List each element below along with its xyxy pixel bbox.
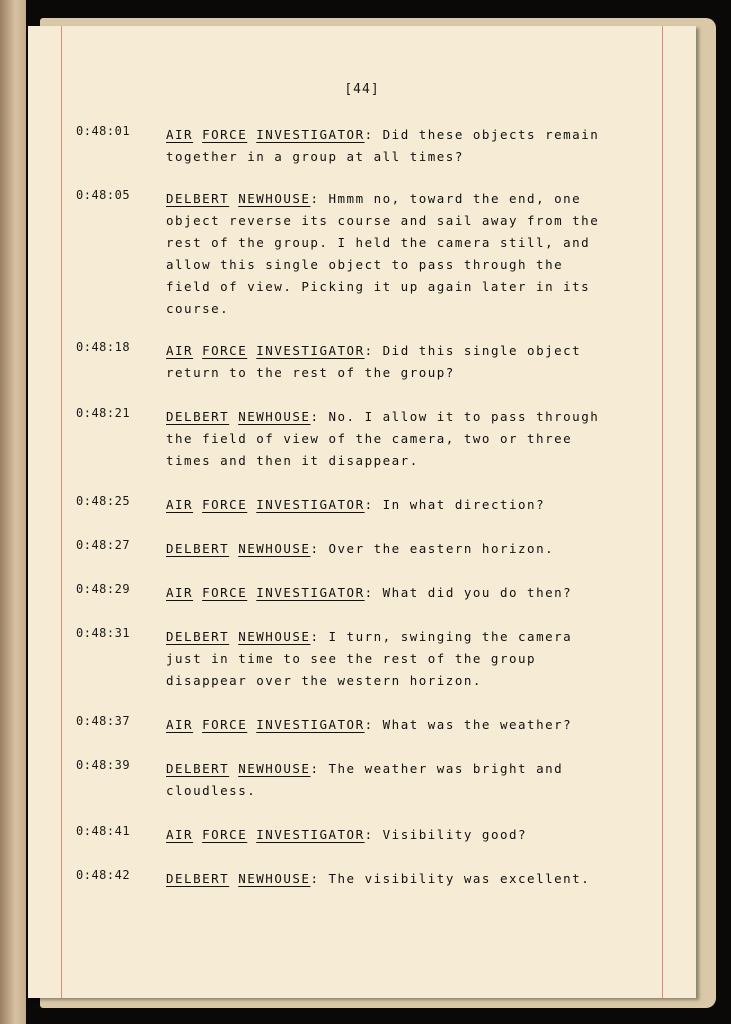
page-number: [44] bbox=[344, 82, 380, 97]
timestamp: 0:48:31 bbox=[76, 626, 131, 640]
speaker-word: NEWHOUSE bbox=[238, 629, 311, 644]
speaker-word: DELBERT bbox=[166, 629, 230, 644]
entry-text bbox=[166, 758, 604, 802]
speaker-word: FORCE bbox=[202, 343, 248, 358]
speaker-word: DELBERT bbox=[166, 541, 230, 556]
entry-text bbox=[166, 340, 604, 384]
utterance: : What did you do then? bbox=[364, 585, 573, 600]
utterance: : Did this single object return to the rest of the group? bbox=[166, 343, 582, 380]
speaker-word: DELBERT bbox=[166, 871, 230, 886]
timestamp: 0:48:27 bbox=[76, 538, 131, 552]
speaker-word: DELBERT bbox=[166, 409, 230, 424]
entry-text bbox=[166, 124, 604, 168]
speaker-word: FORCE bbox=[202, 497, 248, 512]
speaker-word: FORCE bbox=[202, 717, 248, 732]
utterance: : No. I allow it to pass through the field of view of the camera, two or three times and then it disappear. bbox=[166, 409, 600, 468]
speaker-word: FORCE bbox=[202, 585, 248, 600]
right-margin-rule bbox=[662, 26, 663, 998]
utterance: : I turn, swinging the camera just in time to see the rest of the group disappear over the western horizon. bbox=[166, 629, 573, 688]
speaker-word: NEWHOUSE bbox=[238, 409, 311, 424]
timestamp: 0:48:37 bbox=[76, 714, 131, 728]
timestamp: 0:48:29 bbox=[76, 582, 131, 596]
utterance: : Visibility good? bbox=[364, 827, 528, 842]
speaker-word: NEWHOUSE bbox=[238, 761, 311, 776]
utterance: : Over the eastern horizon. bbox=[310, 541, 555, 556]
utterance: : The weather was bright and cloudless. bbox=[166, 761, 564, 798]
utterance: : In what direction? bbox=[364, 497, 546, 512]
speaker-word: AIR bbox=[166, 497, 194, 512]
timestamp: 0:48:05 bbox=[76, 188, 131, 202]
speaker-word: INVESTIGATOR bbox=[256, 343, 365, 358]
speaker-word: INVESTIGATOR bbox=[256, 717, 365, 732]
entry-text bbox=[166, 626, 604, 692]
timestamp: 0:48:42 bbox=[76, 868, 131, 882]
speaker-word: DELBERT bbox=[166, 191, 230, 206]
speaker-word: AIR bbox=[166, 717, 194, 732]
timestamp: 0:48:18 bbox=[76, 340, 131, 354]
speaker-word: FORCE bbox=[202, 127, 248, 142]
entry-text bbox=[166, 868, 604, 890]
utterance: : What was the weather? bbox=[364, 717, 573, 732]
speaker-word: INVESTIGATOR bbox=[256, 585, 365, 600]
entry-text bbox=[166, 538, 604, 560]
entry-text bbox=[166, 824, 604, 846]
speaker-word: AIR bbox=[166, 127, 194, 142]
book-binding bbox=[0, 0, 26, 1024]
speaker-word: AIR bbox=[166, 585, 194, 600]
utterance: : The visibility was excellent. bbox=[310, 871, 591, 886]
transcript-page bbox=[28, 26, 696, 998]
speaker-word: NEWHOUSE bbox=[238, 541, 311, 556]
entry-text bbox=[166, 188, 604, 320]
speaker-word: DELBERT bbox=[166, 761, 230, 776]
speaker-word: INVESTIGATOR bbox=[256, 497, 365, 512]
speaker-word: NEWHOUSE bbox=[238, 871, 311, 886]
entry-text bbox=[166, 406, 604, 472]
timestamp: 0:48:39 bbox=[76, 758, 131, 772]
entry-text bbox=[166, 582, 604, 604]
timestamp: 0:48:41 bbox=[76, 824, 131, 838]
timestamp: 0:48:01 bbox=[76, 124, 131, 138]
entry-text bbox=[166, 714, 604, 736]
timestamp: 0:48:25 bbox=[76, 494, 131, 508]
speaker-word: FORCE bbox=[202, 827, 248, 842]
speaker-word: AIR bbox=[166, 343, 194, 358]
entry-text bbox=[166, 494, 604, 516]
utterance: : Did these objects remain together in a group at all times? bbox=[166, 127, 600, 164]
speaker-word: INVESTIGATOR bbox=[256, 127, 365, 142]
speaker-word: NEWHOUSE bbox=[238, 191, 311, 206]
left-margin-rule bbox=[61, 26, 62, 998]
utterance: : Hmmm no, toward the end, one object reverse its course and sail away from the rest of the group. I held the camera still, and allow this single object to pass through the field of view. Picking it up again later in its course. bbox=[166, 191, 600, 316]
speaker-word: AIR bbox=[166, 827, 194, 842]
timestamp: 0:48:21 bbox=[76, 406, 131, 420]
speaker-word: INVESTIGATOR bbox=[256, 827, 365, 842]
